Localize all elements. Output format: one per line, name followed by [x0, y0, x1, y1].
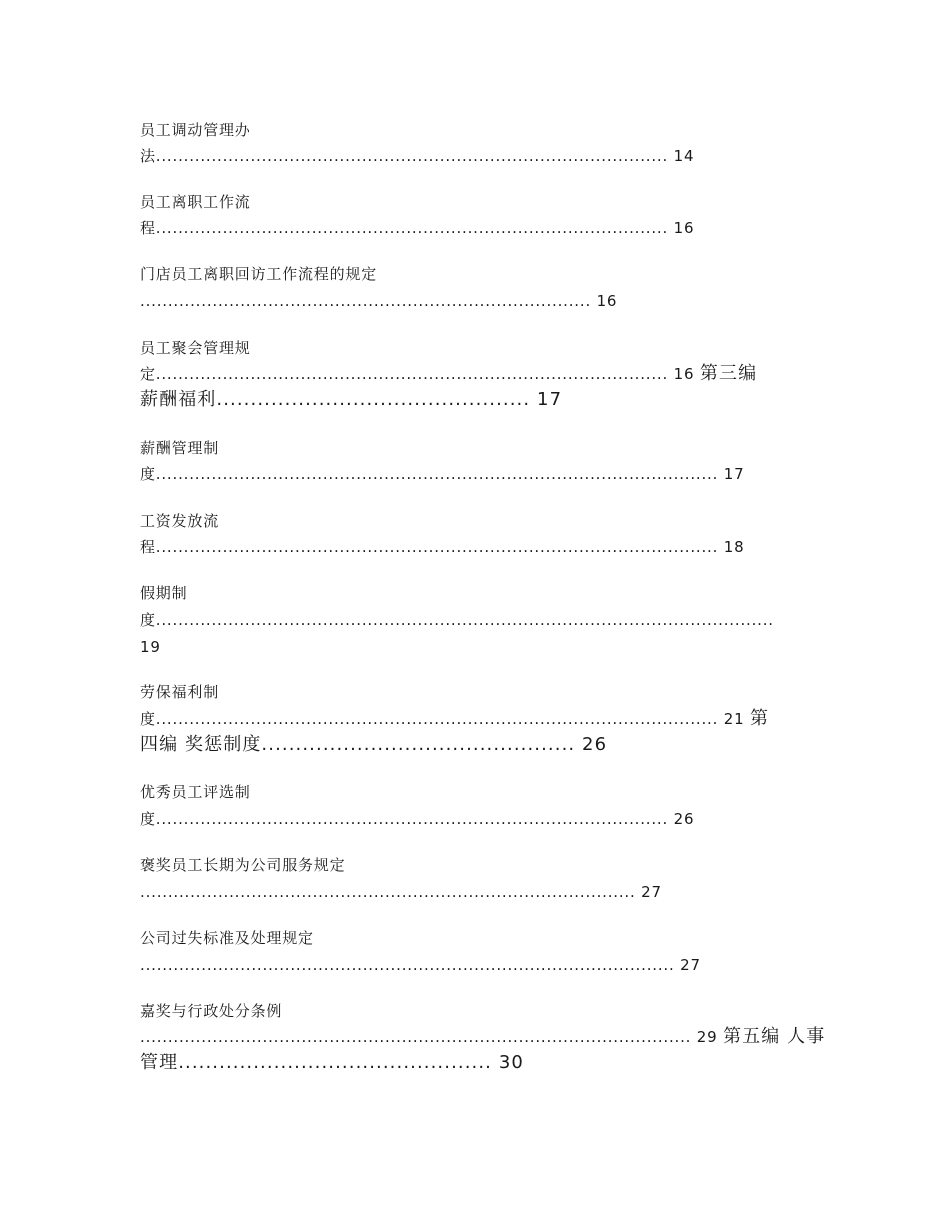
toc-entry-title: 褒奖员工长期为公司服务规定: [140, 856, 346, 874]
toc-entry-leader: 度..................................................................................................... 21 第: [140, 708, 770, 729]
toc-entry-leader: 法............................................................................................ 14: [140, 147, 695, 165]
toc-entry-leader: ................................................................................................... 29 第五编 人事: [140, 1026, 826, 1047]
toc-entry-title: 嘉奖与行政处分条例: [140, 1002, 283, 1020]
section-heading-fragment: 第五编 人事: [723, 1026, 826, 1047]
section-heading-fragment: 第: [750, 708, 770, 729]
section-heading-fragment: 第三编: [699, 363, 758, 384]
toc-page-number: 19: [140, 638, 161, 656]
toc-entry-title: 工资发放流: [140, 512, 220, 530]
toc-entry-title: 员工调动管理办: [140, 121, 251, 139]
toc-entry-leader: 定............................................................................................ 16 第三编: [140, 363, 758, 384]
toc-entry-leader: ................................................................................. 16: [140, 292, 618, 310]
toc-entry-leader: 程..................................................................................................... 18: [140, 538, 745, 556]
toc-entry-leader: ................................................................................................ 27: [140, 956, 701, 974]
toc-entry-title: 门店员工离职回访工作流程的规定: [140, 265, 378, 283]
toc-section-heading: 四编 奖惩制度.............................................. 26: [140, 734, 608, 755]
toc-entry-title: 薪酬管理制: [140, 439, 220, 457]
toc-entry-title: 公司过失标准及处理规定: [140, 929, 314, 947]
toc-entry-title: 优秀员工评选制: [140, 783, 251, 801]
toc-section-heading: 管理.............................................. 30: [140, 1052, 524, 1073]
toc-section-heading: 薪酬福利.............................................. 17: [140, 389, 563, 410]
toc-entry-title: 员工离职工作流: [140, 193, 251, 211]
toc-entry-leader: ......................................................................................... 27: [140, 883, 662, 901]
toc-entry-leader: 度...............................................................................................................: [140, 611, 774, 629]
toc-entry-title: 假期制: [140, 584, 188, 602]
toc-entry-leader: 度..................................................................................................... 17: [140, 465, 745, 483]
toc-entry-leader: 度............................................................................................ 26: [140, 810, 695, 828]
toc-entry-leader: 程............................................................................................ 16: [140, 219, 695, 237]
toc-entry-title: 劳保福利制: [140, 683, 220, 701]
toc-entry-title: 员工聚会管理规: [140, 339, 251, 357]
